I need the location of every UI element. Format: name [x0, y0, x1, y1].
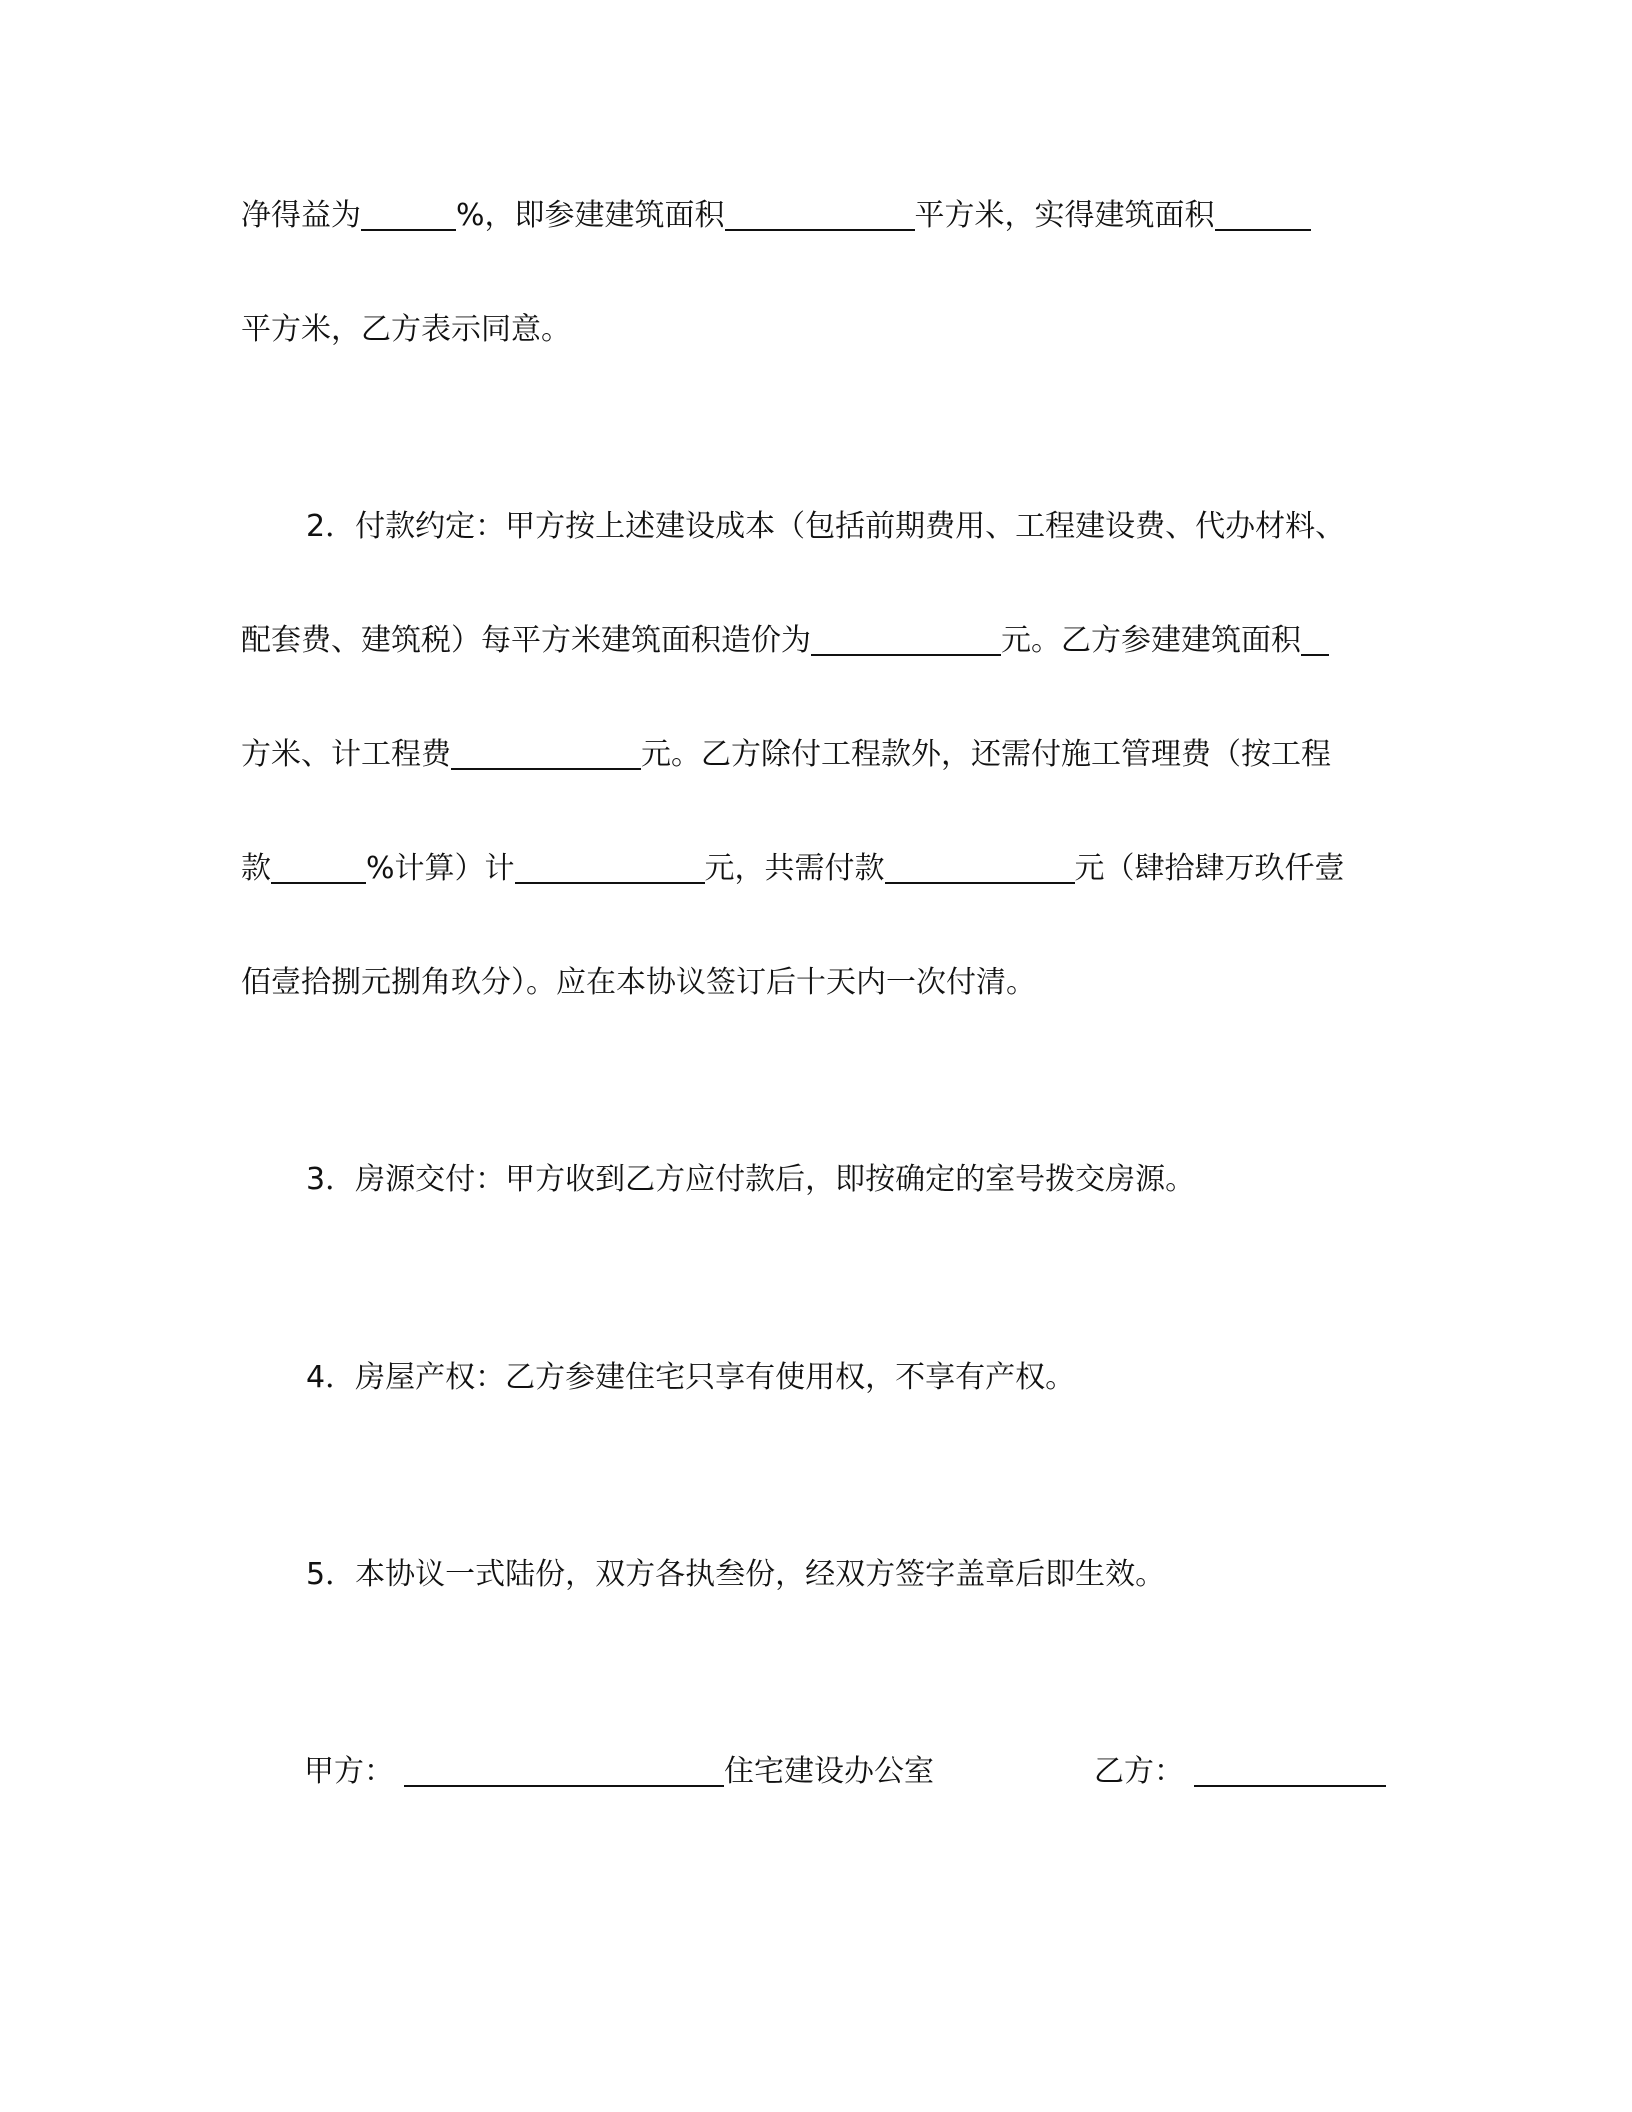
management-fee-blank	[515, 852, 705, 884]
para2-line3	[241, 735, 1393, 775]
party-b-label: 乙方：	[1094, 1754, 1184, 1789]
para4: 4．房屋产权：乙方参建住宅只享有使用权，不享有产权。	[306, 1360, 1076, 1395]
para1-text-a: 净得益为	[241, 198, 361, 233]
party-a-label: 甲方：	[304, 1754, 394, 1789]
signature-party-b	[1094, 1752, 1386, 1792]
signature-party-a	[304, 1752, 934, 1792]
para2-line4-text-b: %计算）计	[366, 851, 515, 886]
party-a-signature-blank	[404, 1755, 724, 1787]
para1-line2: 平方米，乙方表示同意。	[241, 312, 571, 347]
para2-line2-text-b: 元。乙方参建建筑面积	[1001, 623, 1301, 658]
para5: 5．本协议一式陆份，双方各执叁份，经双方签字盖章后即生效。	[306, 1557, 1166, 1592]
para2-line2-text-a: 配套费、建筑税）每平方米建筑面积造价为	[241, 623, 811, 658]
para2-line3-text-a: 方米、计工程费	[241, 737, 451, 772]
para2-line4	[241, 849, 1393, 889]
para2-line4-text-c: 元，共需付款	[704, 851, 885, 886]
para1-line1	[241, 196, 1393, 236]
para3: 3．房源交付：甲方收到乙方应付款后，即按确定的室号拨交房源。	[306, 1162, 1196, 1197]
management-percent-blank	[271, 852, 366, 884]
party-b-signature-blank	[1194, 1755, 1386, 1787]
engineering-fee-blank	[451, 738, 641, 770]
para2-line4-text-d: 元（肆拾肆万玖仟壹	[1074, 851, 1345, 886]
para2-line3-text-b: 元。乙方除付工程款外，还需付施工管理费（按工程	[641, 737, 1331, 772]
area-blank	[1301, 624, 1329, 656]
para1-text-b: %，即参建建筑面积	[456, 198, 725, 233]
para2-line2	[241, 621, 1393, 661]
participating-area-blank	[725, 199, 915, 231]
para2-line5: 佰壹拾捌元捌角玖分）。应在本协议签订后十天内一次付清。	[241, 965, 1036, 1000]
party-a-org: 住宅建设办公室	[724, 1754, 934, 1789]
para2-line1: 2．付款约定：甲方按上述建设成本（包括前期费用、工程建设费、代办材料、	[306, 509, 1346, 544]
net-benefit-percent-blank	[361, 199, 456, 231]
para2-line4-text-a: 款	[241, 851, 271, 886]
para1-text-c: 平方米，实得建筑面积	[914, 198, 1215, 233]
total-payment-blank	[885, 852, 1075, 884]
actual-area-blank	[1215, 199, 1311, 231]
unit-price-blank	[811, 624, 1001, 656]
